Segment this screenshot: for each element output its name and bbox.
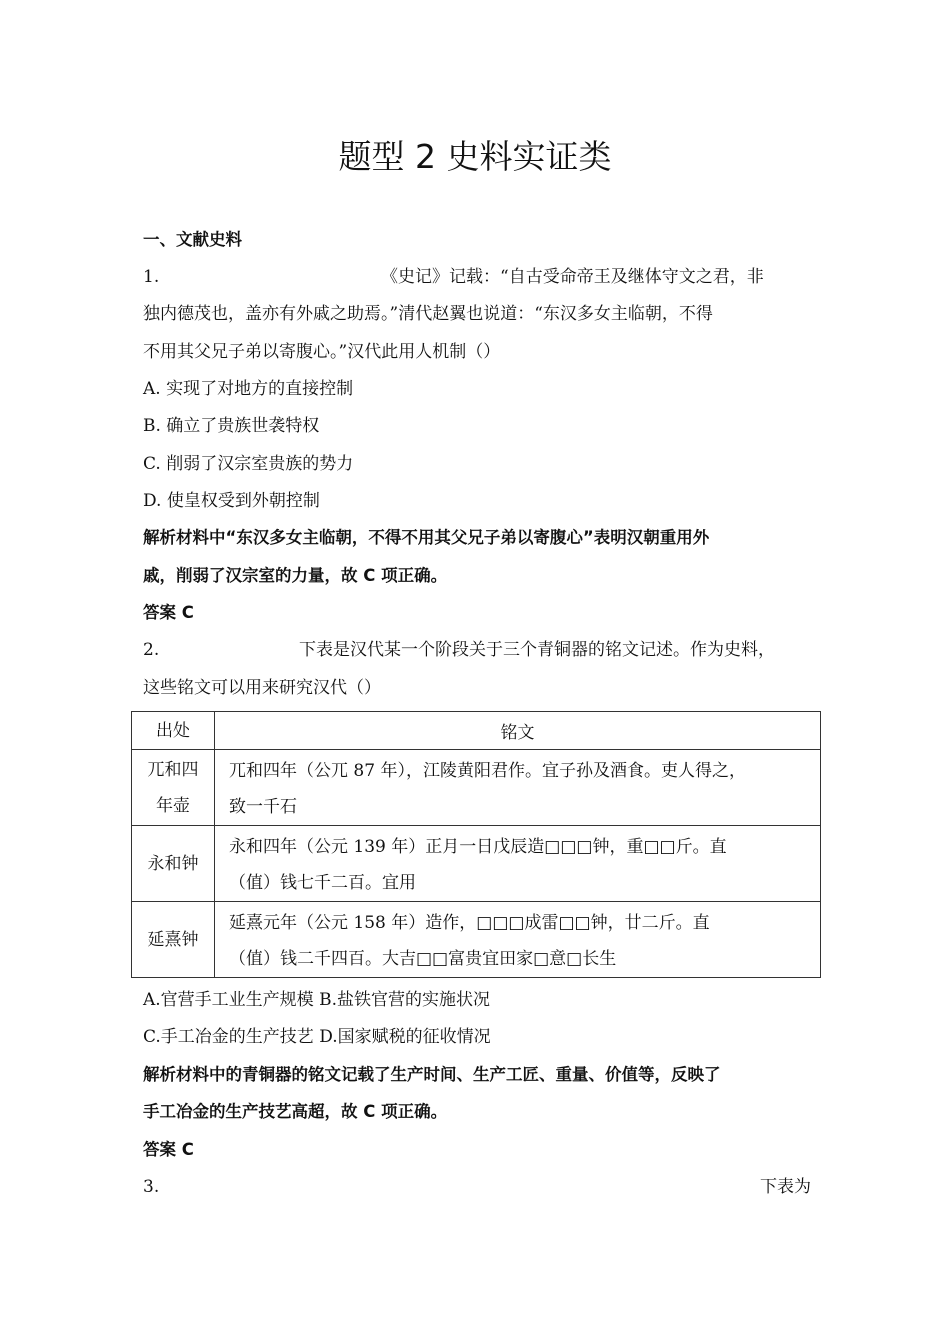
table-cell-source: 兀和四 年壶 — [132, 750, 215, 826]
q2-options-line-1: A.官营手工业生产规模 B.盐铁官营的实施状况 — [143, 990, 490, 1010]
q1-answer: 答案 C — [143, 603, 194, 622]
table-cell-source: 永和钟 — [132, 826, 215, 902]
q1-option-b: B. 确立了贵族世袭特权 — [143, 416, 320, 436]
q1-stem-line-1: 1. 《史记》记载：“自古受命帝王及继体守文之君，非 — [143, 267, 764, 287]
table-row — [132, 902, 821, 978]
table-header-inscription: 铭文 — [215, 712, 821, 750]
q1-option-a: A. 实现了对地方的直接控制 — [143, 379, 354, 399]
q2-stem-line-2: 这些铭文可以用来研究汉代（） — [143, 678, 381, 698]
table-row — [132, 826, 821, 902]
inscription-table — [131, 711, 821, 978]
q1-stem-line-2: 独内德茂也，盖亦有外戚之助焉。”清代赵翼也说道：“东汉多女主临朝，不得 — [143, 304, 713, 324]
table-cell-inscription: 兀和四年（公兀 87 年），江陵黄阳君作。宜子孙及酒食。吏人得之， 致一千石 — [215, 750, 821, 826]
table-row — [132, 750, 821, 826]
table-header-source: 出处 — [132, 712, 215, 750]
q2-options-line-2: C.手工冶金的生产技艺 D.国家赋税的征收情况 — [143, 1027, 491, 1047]
q1-stem-line-3: 不用其父兄子弟以寄腹心。”汉代此用人机制（） — [143, 342, 501, 362]
q2-analysis-line-2: 手工冶金的生产技艺高超，故 C 项正确。 — [143, 1102, 448, 1121]
section-heading: 一、文献史料 — [143, 230, 242, 249]
page-title: 题型 2 史料实证类 — [338, 137, 612, 176]
q1-analysis-line-2: 戚，削弱了汉宗室的力量，故 C 项正确。 — [143, 566, 448, 585]
q3-stem-line-1 — [143, 1175, 823, 1199]
q1-option-c: C. 削弱了汉宗室贵族的势力 — [143, 454, 354, 474]
q1-number: 1. — [143, 267, 160, 287]
q1-analysis-line-1: 解析材料中“东汉多女主临朝，不得不用其父兄子弟以寄腹心”表明汉朝重用外 — [143, 528, 710, 547]
table-cell-inscription: 永和四年（公元 139 年）正月一日戊辰造□□□钟，重□□斤。直 （值）钱七千二百。宜用 — [215, 826, 821, 902]
q2-analysis-line-1: 解析材料中的青铜器的铭文记载了生产时间、生产工匠、重量、价值等，反映了 — [143, 1065, 721, 1084]
q2-answer: 答案 C — [143, 1140, 194, 1159]
q3-stem-tail: 下表为 — [760, 1177, 811, 1197]
q2-stem-line-1: 2. 下表是汉代某一个阶段关于三个青铜器的铭文记述。作为史料， — [143, 640, 775, 660]
q3-number: 3. — [143, 1177, 160, 1197]
table-header-row — [132, 712, 821, 750]
q1-option-d: D. 使皇权受到外朝控制 — [143, 491, 320, 511]
table-cell-source: 延熹钟 — [132, 902, 215, 978]
q2-number: 2. — [143, 640, 160, 660]
table-cell-inscription: 延熹元年（公元 158 年）造作，□□□成雷□□钟，廿二斤。直 （值）钱二千四百。大吉□□富贵宜田家□意□长生 — [215, 902, 821, 978]
